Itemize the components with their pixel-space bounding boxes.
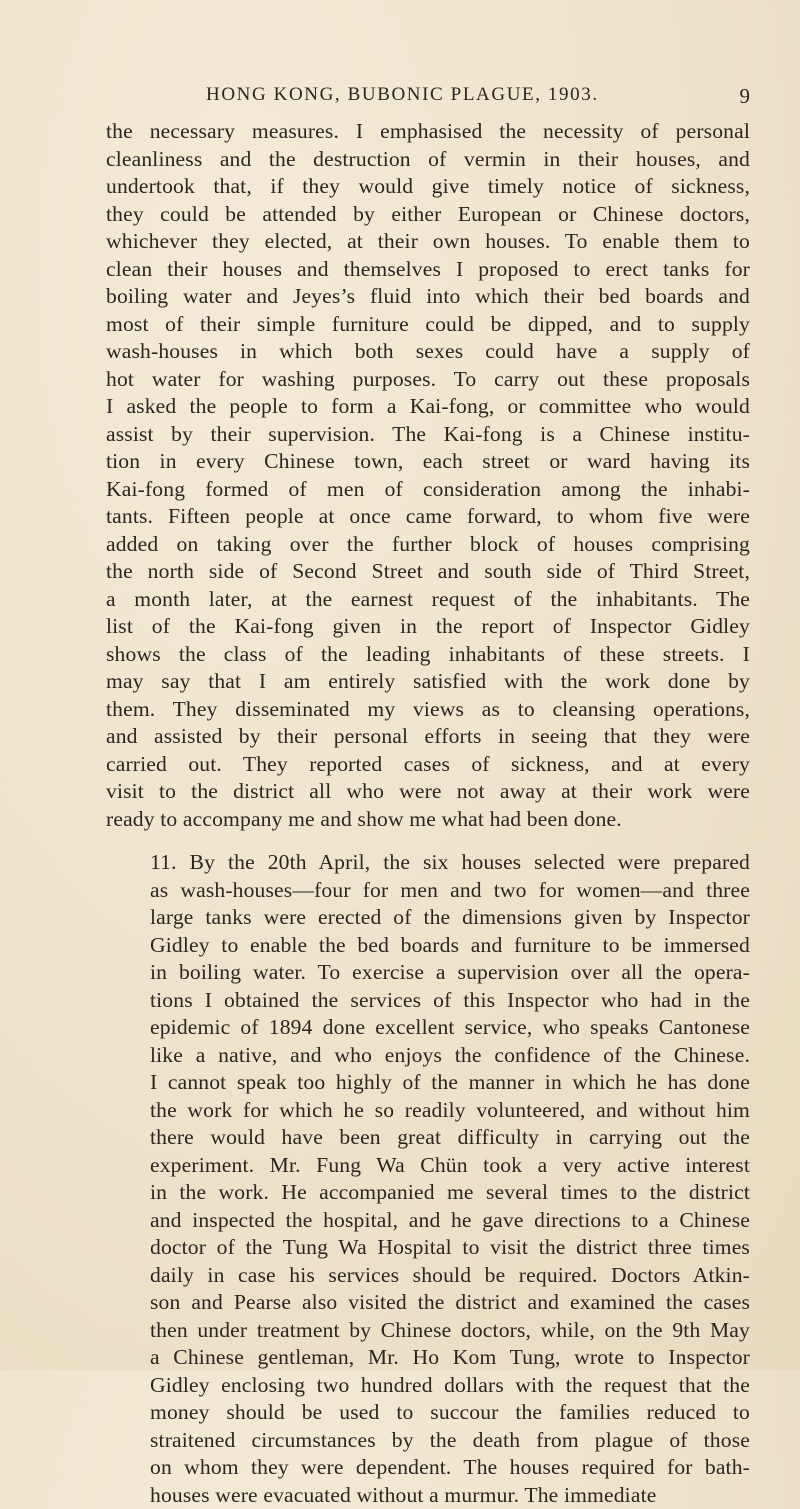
text-line: on whom they were dependent. The houses required for bath- xyxy=(106,1454,750,1482)
text-line: assist by their supervision. The Kai-fong is a Chinese institu- xyxy=(106,421,750,449)
text-line: the north side of Second Street and south side of Third Street, xyxy=(106,558,750,586)
text-line: son and Pearse also visited the district and examined the cases xyxy=(106,1289,750,1317)
text-line: the necessary measures. I emphasised the necessity of personal xyxy=(106,118,750,146)
text-line: the work for which he so readily volunteered, and without him xyxy=(106,1097,750,1125)
text-line: most of their simple furniture could be dipped, and to supply xyxy=(106,311,750,339)
text-line: visit to the district all who were not away at their work were xyxy=(106,778,750,806)
text-line: like a native, and who enjoys the confidence of the Chinese. xyxy=(106,1042,750,1070)
paragraph-1 xyxy=(106,118,750,833)
text-line: tions I obtained the services of this Inspector who had in the xyxy=(106,987,750,1015)
text-line: houses were evacuated without a murmur. The immediate xyxy=(106,1482,750,1509)
text-line: carried out. They reported cases of sickness, and at every xyxy=(106,751,750,779)
text-line: Gidley to enable the bed boards and furniture to be immersed xyxy=(106,932,750,960)
text-line: I cannot speak too highly of the manner in which he has done xyxy=(106,1069,750,1097)
text-line: doctor of the Tung Wa Hospital to visit the district three times xyxy=(106,1234,750,1262)
text-line: undertook that, if they would give timely notice of sickness, xyxy=(106,173,750,201)
text-line: clean their houses and themselves I proposed to erect tanks for xyxy=(106,256,750,284)
text-line: Kai-fong formed of men of consideration among the inhabi- xyxy=(106,476,750,504)
text-line: epidemic of 1894 done excellent service, who speaks Cantonese xyxy=(106,1014,750,1042)
text-line: hot water for washing purposes. To carry out these proposals xyxy=(106,366,750,394)
text-line: added on taking over the further block of houses comprising xyxy=(106,531,750,559)
text-line: money should be used to succour the families reduced to xyxy=(106,1399,750,1427)
text-line: straitened circumstances by the death from plague of those xyxy=(106,1427,750,1455)
paragraph-2 xyxy=(106,849,750,1509)
text-line: large tanks were erected of the dimensions given by Inspector xyxy=(106,904,750,932)
text-line: list of the Kai-fong given in the report of Inspector Gidley xyxy=(106,613,750,641)
text-line: then under treatment by Chinese doctors, while, on the 9th May xyxy=(106,1317,750,1345)
text-line: ready to accompany me and show me what had been done. xyxy=(106,806,750,834)
running-header xyxy=(106,84,750,114)
text-line: wash-houses in which both sexes could have a supply of xyxy=(106,338,750,366)
text-line: a Chinese gentleman, Mr. Ho Kom Tung, wrote to Inspector xyxy=(106,1344,750,1372)
text-line: they could be attended by either European or Chinese doctors, xyxy=(106,201,750,229)
text-line: as wash-houses—four for men and two for women—and three xyxy=(106,877,750,905)
text-line: may say that I am entirely satisfied with the work done by xyxy=(106,668,750,696)
text-line: daily in case his services should be required. Doctors Atkin- xyxy=(106,1262,750,1290)
text-line: I asked the people to form a Kai-fong, or committee who would xyxy=(106,393,750,421)
text-line: shows the class of the leading inhabitants of these streets. I xyxy=(106,641,750,669)
page-number: 9 xyxy=(740,84,751,109)
text-line: and assisted by their personal efforts in seeing that they were xyxy=(106,723,750,751)
text-line: tants. Fifteen people at once came forward, to whom five were xyxy=(106,503,750,531)
text-line: Gidley enclosing two hundred dollars with the request that the xyxy=(106,1372,750,1400)
text-line: in boiling water. To exercise a supervision over all the opera- xyxy=(106,959,750,987)
text-line: them. They disseminated my views as to cleansing operations, xyxy=(106,696,750,724)
text-line: whichever they elected, at their own houses. To enable them to xyxy=(106,228,750,256)
text-line: experiment. Mr. Fung Wa Chün took a very active interest xyxy=(106,1152,750,1180)
text-line: cleanliness and the destruction of vermin in their houses, and xyxy=(106,146,750,174)
text-line: boiling water and Jeyes’s fluid into which their bed boards and xyxy=(106,283,750,311)
text-line: a month later, at the earnest request of the inhabitants. The xyxy=(106,586,750,614)
running-title: HONG KONG, BUBONIC PLAGUE, 1903. xyxy=(206,84,599,106)
text-line: there would have been great difficulty in carrying out the xyxy=(106,1124,750,1152)
text-line: tion in every Chinese town, each street or ward having its xyxy=(106,448,750,476)
text-line: and inspected the hospital, and he gave directions to a Chinese xyxy=(106,1207,750,1235)
text-line: 11. By the 20th April, the six houses selected were prepared xyxy=(106,849,750,877)
text-line: in the work. He accompanied me several times to the district xyxy=(106,1179,750,1207)
